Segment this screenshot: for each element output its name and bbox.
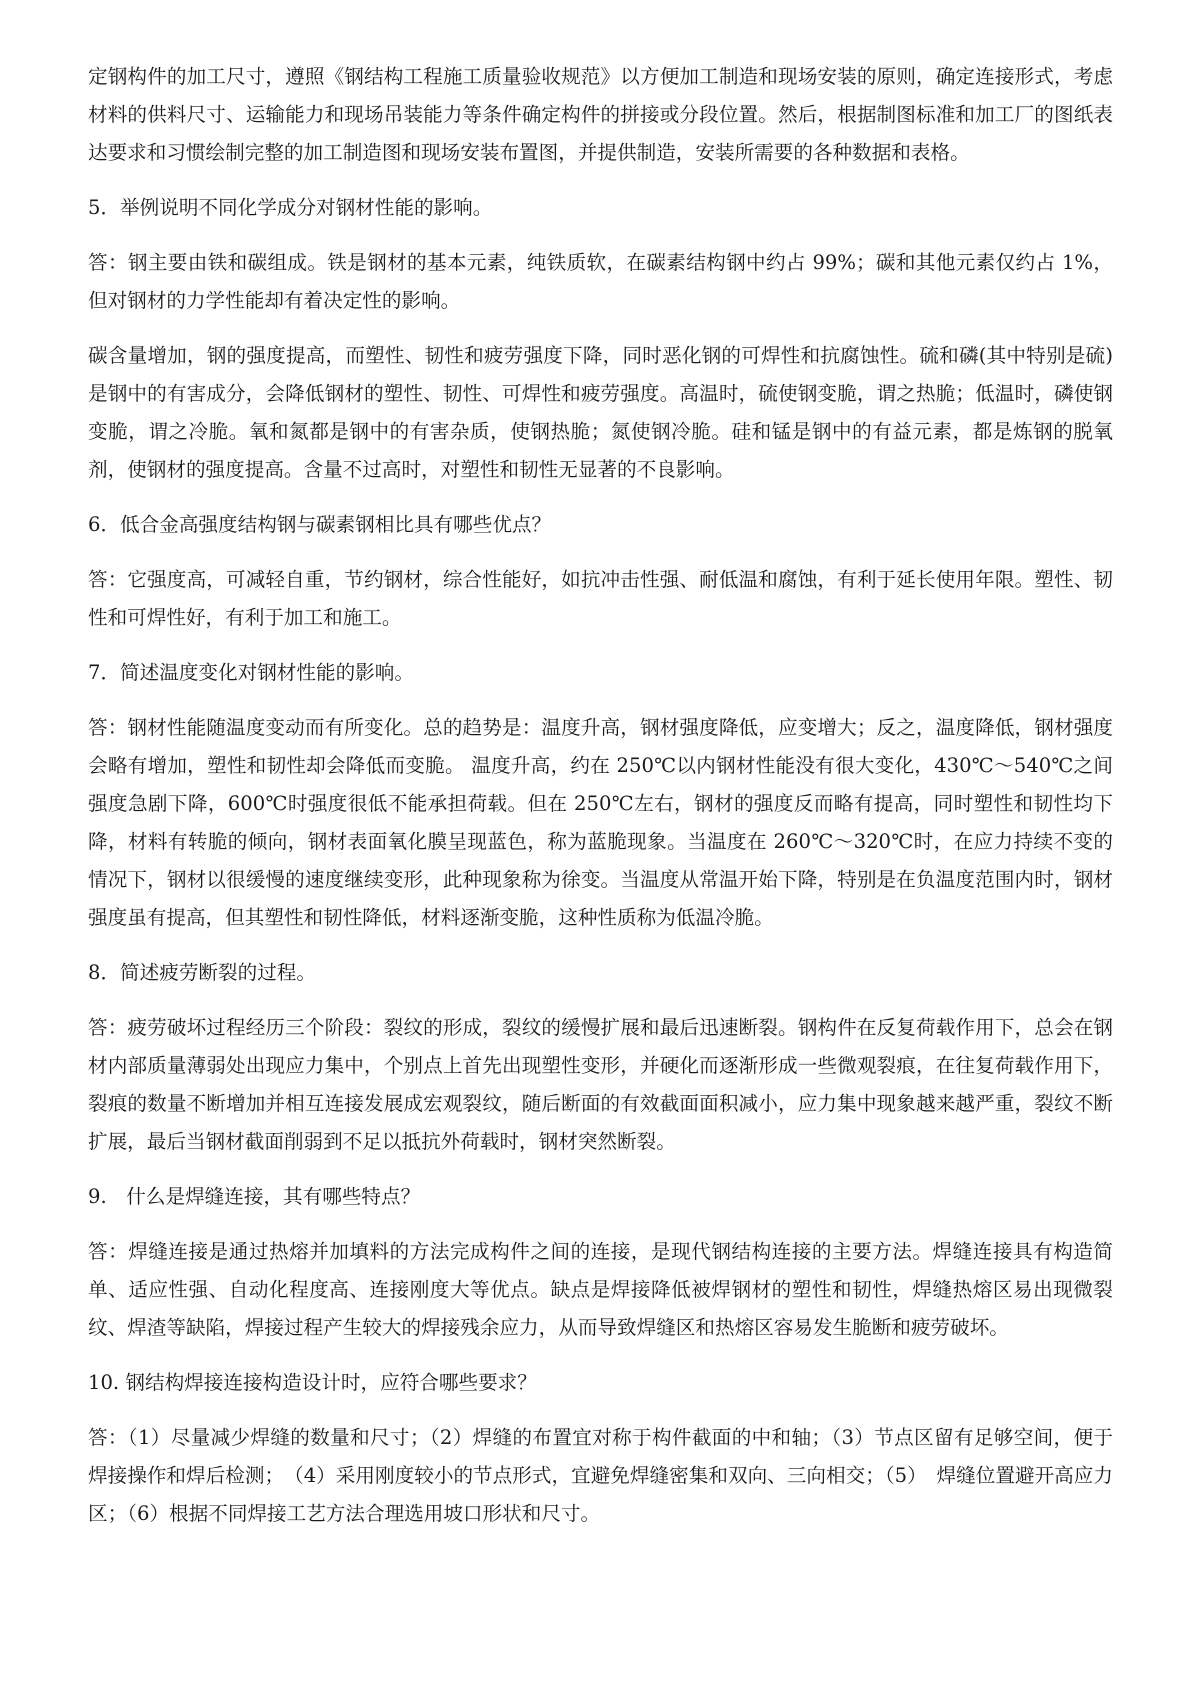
answer-paragraph-continued: 定钢构件的加工尺寸，遵照《钢结构工程施工质量验收规范》以方便加工制造和现场安装的原则，确定连接形式，考虑材料的供料尺寸、运输能力和现场吊装能力等条件确定构件的拼接或分段位置。然后，根据制图标准和加工厂的图纸表达要求和习惯绘制完整的加工制造图和现场安装布置图，并提供制造，安装所需要的各种数据和表格。: [88, 65, 1113, 164]
answer-5-part-1: 答：钢主要由铁和碳组成。铁是钢材的基本元素，纯铁质软，在碳素结构钢中约占 99%；碳和其他元素仅约占 1%，但对钢材的力学性能却有着决定性的影响。: [88, 251, 1113, 312]
question-9: 9. 什么是焊缝连接，其有哪些特点？: [88, 1185, 421, 1208]
answer-7: 答：钢材性能随温度变动而有所变化。总的趋势是：温度升高，钢材强度降低，应变增大；反之，温度降低，钢材强度会略有增加，塑性和韧性却会降低而变脆。 温度升高，约在 250℃以内钢材性能没有很大变化，430℃～540℃之间强度急剧下降，600℃时强度很低不能承担荷载。但在 250℃左右，钢材的强度反而略有提高，同时塑性和韧性均下降，材料有转脆的倾向，钢材表面氧化膜呈现蓝色，称为蓝脆现象。当温度在 260℃～320℃时，在应力持续不变的情况下，钢材以很缓慢的速度继续变形，此种现象称为徐变。当温度从常温开始下降，特别是在负温度范围内时，钢材强度虽有提高，但其塑性和韧性降低，材料逐渐变脆，这种性质称为低温冷脆。: [88, 716, 1113, 929]
question-10: 10. 钢结构焊接连接构造设计时，应符合哪些要求？: [88, 1371, 537, 1394]
answer-5-part-2: 碳含量增加，钢的强度提高，而塑性、韧性和疲劳强度下降，同时恶化钢的可焊性和抗腐蚀性。硫和磷(其中特别是硫)是钢中的有害成分，会降低钢材的塑性、韧性、可焊性和疲劳强度。高温时，硫使钢变脆，谓之热脆；低温时，磷使钢变脆，谓之冷脆。氧和氮都是钢中的有害杂质，使钢热脆；氮使钢冷脆。硅和锰是钢中的有益元素，都是炼钢的脱氧剂，使钢材的强度提高。含量不过高时，对塑性和韧性无显著的不良影响。: [88, 344, 1113, 481]
question-6: 6．低合金高强度结构钢与碳素钢相比具有哪些优点？: [88, 513, 552, 536]
question-8: 8．简述疲劳断裂的过程。: [88, 961, 316, 984]
question-5: 5．举例说明不同化学成分对钢材性能的影响。: [88, 196, 493, 219]
answer-9: 答：焊缝连接是通过热熔并加填料的方法完成构件之间的连接，是现代钢结构连接的主要方法。焊缝连接具有构造简单、适应性强、自动化程度高、连接刚度大等优点。缺点是焊接降低被焊钢材的塑性和韧性，焊缝热熔区易出现微裂纹、焊渣等缺陷，焊接过程产生较大的焊接残余应力，从而导致焊缝区和热熔区容易发生脆断和疲劳破坏。: [88, 1240, 1113, 1339]
answer-8: 答：疲劳破坏过程经历三个阶段：裂纹的形成，裂纹的缓慢扩展和最后迅速断裂。钢构件在反复荷载作用下，总会在钢材内部质量薄弱处出现应力集中，个别点上首先出现塑性变形，并硬化而逐渐形成一些微观裂痕，在往复荷载作用下，裂痕的数量不断增加并相互连接发展成宏观裂纹，随后断面的有效截面面积减小，应力集中现象越来越严重，裂纹不断扩展，最后当钢材截面削弱到不足以抵抗外荷载时，钢材突然断裂。: [88, 1016, 1113, 1153]
answer-10: 答：（1）尽量减少焊缝的数量和尺寸；（2）焊缝的布置宜对称于构件截面的中和轴；（3）节点区留有足够空间，便于焊接操作和焊后检测； （4）采用刚度较小的节点形式，宜避免焊缝密集和双向、三向相交；（5） 焊缝位置避开高应力区；（6）根据不同焊接工艺方法合理选用坡口形状和尺寸。: [88, 1426, 1113, 1525]
document-page: [88, 58, 1113, 1550]
answer-6: 答：它强度高，可减轻自重，节约钢材，综合性能好，如抗冲击性强、耐低温和腐蚀，有利于延长使用年限。塑性、韧性和可焊性好，有利于加工和施工。: [88, 568, 1113, 629]
question-7: 7．简述温度变化对钢材性能的影响。: [88, 661, 414, 684]
